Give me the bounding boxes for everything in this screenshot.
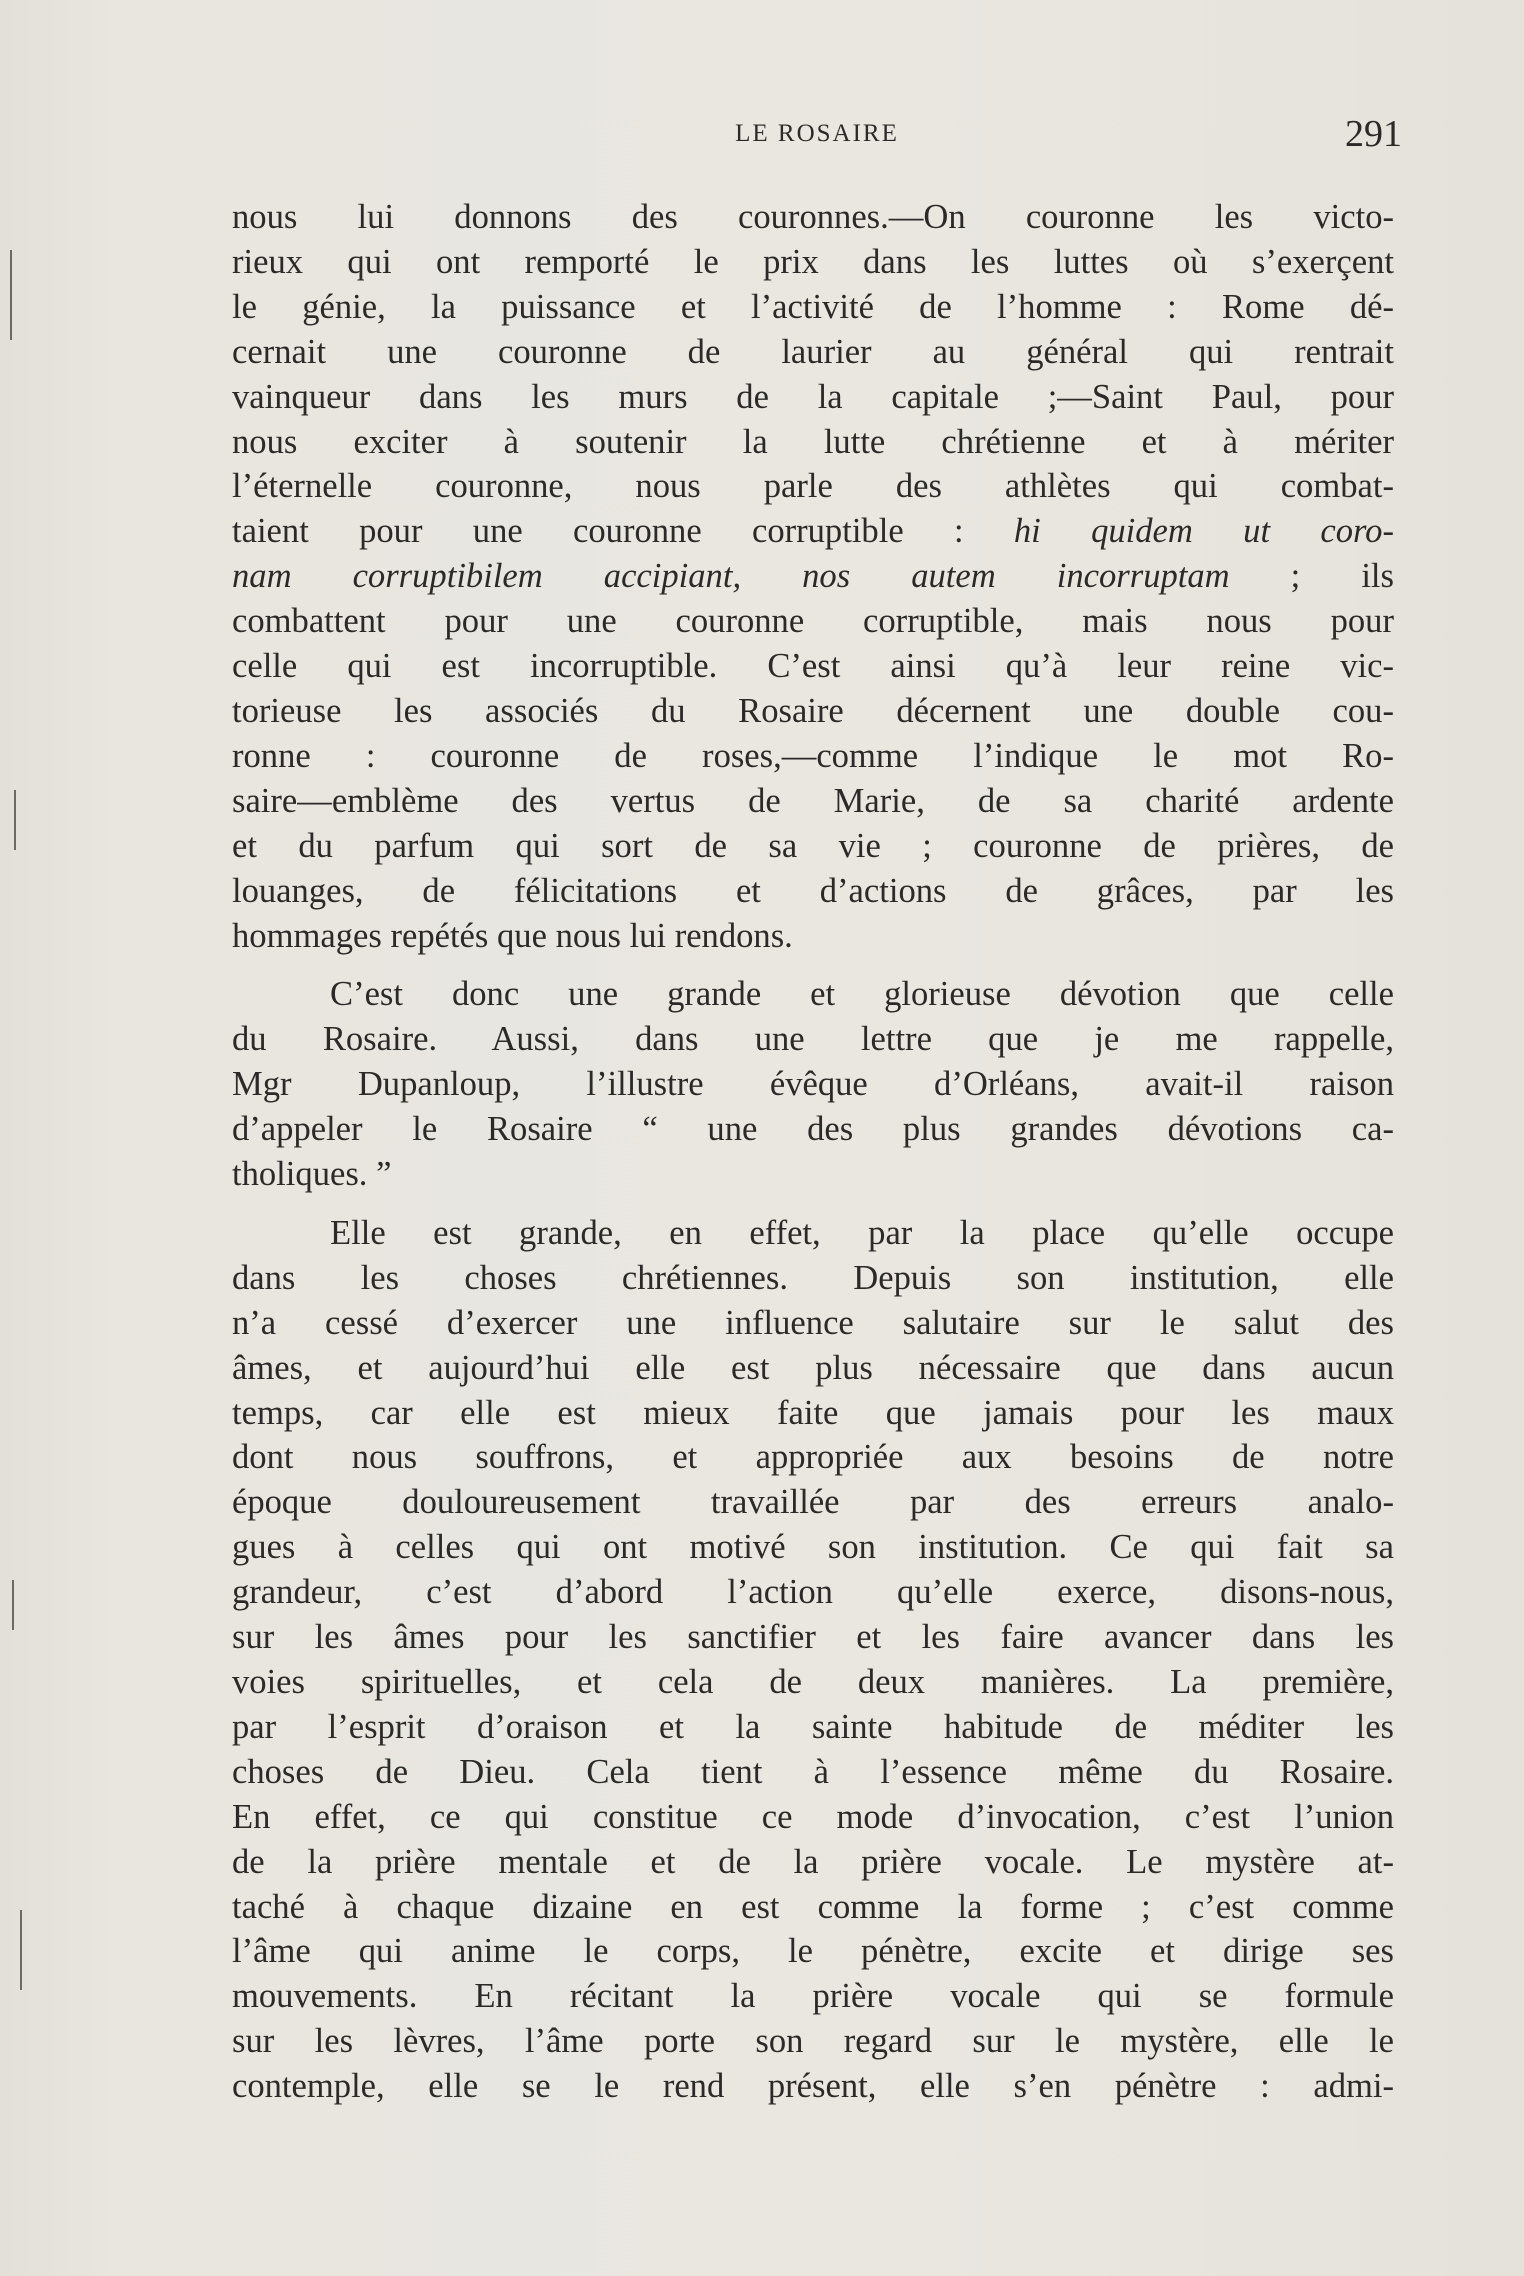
text-line: par l’esprit d’oraison et la sainte habitude de méditer les — [232, 1707, 1394, 1746]
text-line: nous exciter à soutenir la lutte chrétienne et à mériter — [232, 422, 1394, 461]
text-line: de la prière mentale et de la prière vocale. Le mystère at- — [232, 1842, 1394, 1881]
text-line: époque douloureusement travaillée par des erreurs analo- — [232, 1483, 1394, 1522]
latin-quote: nam corruptibilem accipiant, nos autem incorruptam — [232, 557, 1230, 596]
text-line: dont nous souffrons, et appropriée aux besoins de notre — [232, 1438, 1394, 1477]
text-line: tholiques. ” — [232, 1155, 392, 1194]
text-line: dans les choses chrétiennes. Depuis son institution, elle — [232, 1258, 1394, 1297]
text-span: ; ils — [1229, 557, 1394, 596]
text-line: l’âme qui anime le corps, le pénètre, excite et dirige ses — [232, 1932, 1394, 1971]
margin-scan-mark — [12, 1580, 14, 1630]
text-line: gues à celles qui ont motivé son institution. Ce qui fait sa — [232, 1528, 1394, 1567]
text-line: le génie, la puissance et l’activité de l’homme : Rome dé- — [232, 287, 1394, 326]
text-line: contemple, elle se le rend présent, elle s’en pénètre : admi- — [232, 2067, 1394, 2106]
text-line: âmes, et aujourd’hui elle est plus nécessaire que dans aucun — [232, 1348, 1394, 1387]
text-line: cernait une couronne de laurier au général qui rentrait — [232, 332, 1394, 371]
text-line: Elle est grande, en effet, par la place qu’elle occupe — [330, 1213, 1394, 1252]
paragraph-2 — [232, 972, 1394, 1197]
margin-scan-mark — [10, 250, 12, 340]
text-line: saire—emblème des vertus de Marie, de sa charité ardente — [232, 781, 1394, 820]
text-line: du Rosaire. Aussi, dans une lettre que je me rappelle, — [232, 1020, 1394, 1059]
text-line: mouvements. En récitant la prière vocale qui se formule — [232, 1977, 1394, 2016]
text-line: sur les âmes pour les sanctifier et les faire avancer dans les — [232, 1618, 1394, 1657]
page-header — [232, 113, 1402, 158]
text-span: taient pour une couronne corruptible : — [232, 512, 1014, 551]
text-line: celle qui est incorruptible. C’est ainsi qu’à leur reine vic- — [232, 647, 1394, 686]
text-line: ronne : couronne de roses,—comme l’indique le mot Ro- — [232, 736, 1394, 775]
text-line: torieuse les associés du Rosaire décernent une double cou- — [232, 691, 1394, 730]
text-line — [232, 554, 1394, 599]
body-text — [232, 195, 1394, 2109]
text-line: hommages repétés que nous lui rendons. — [232, 916, 793, 955]
text-line: C’est donc une grande et glorieuse dévotion que celle — [330, 975, 1394, 1014]
text-line: combattent pour une couronne corruptible, mais nous pour — [232, 602, 1394, 641]
text-line: taché à chaque dizaine en est comme la forme ; c’est comme — [232, 1887, 1394, 1926]
margin-scan-mark — [20, 1910, 22, 1990]
text-line: nous lui donnons des couronnes.—On couronne les victo- — [232, 198, 1394, 236]
text-line: choses de Dieu. Cela tient à l’essence même du Rosaire. — [232, 1752, 1394, 1791]
text-line: temps, car elle est mieux faite que jamais pour les maux — [232, 1393, 1394, 1432]
page-number: 291 — [1345, 113, 1402, 155]
paragraph-1 — [232, 195, 1394, 958]
paragraph-3 — [232, 1211, 1394, 2109]
text-line: Mgr Dupanloup, l’illustre évêque d’Orléans, avait-il raison — [232, 1065, 1394, 1104]
running-title: LE ROSAIRE — [735, 120, 899, 147]
text-line: sur les lèvres, l’âme porte son regard sur le mystère, elle le — [232, 2022, 1394, 2061]
text-line: l’éternelle couronne, nous parle des athlètes qui combat- — [232, 467, 1394, 506]
text-line: rieux qui ont remporté le prix dans les luttes où s’exerçent — [232, 242, 1394, 281]
margin-scan-mark — [14, 790, 16, 850]
text-line: vainqueur dans les murs de la capitale ;—Saint Paul, pour — [232, 377, 1394, 416]
text-line: voies spirituelles, et cela de deux manières. La première, — [232, 1663, 1394, 1701]
latin-quote: hi quidem ut coro- — [1013, 512, 1394, 551]
text-line: n’a cessé d’exercer une influence salutaire sur le salut des — [232, 1303, 1394, 1342]
text-line: d’appeler le Rosaire “ une des plus grandes dévotions ca- — [232, 1110, 1394, 1149]
text-line: louanges, de félicitations et d’actions de grâces, par les — [232, 871, 1394, 910]
text-line: et du parfum qui sort de sa vie ; couronne de prières, de — [232, 826, 1394, 865]
text-line: En effet, ce qui constitue ce mode d’invocation, c’est l’union — [232, 1797, 1394, 1836]
text-line — [232, 509, 1394, 554]
text-line: grandeur, c’est d’abord l’action qu’elle exerce, disons-nous, — [232, 1573, 1394, 1612]
